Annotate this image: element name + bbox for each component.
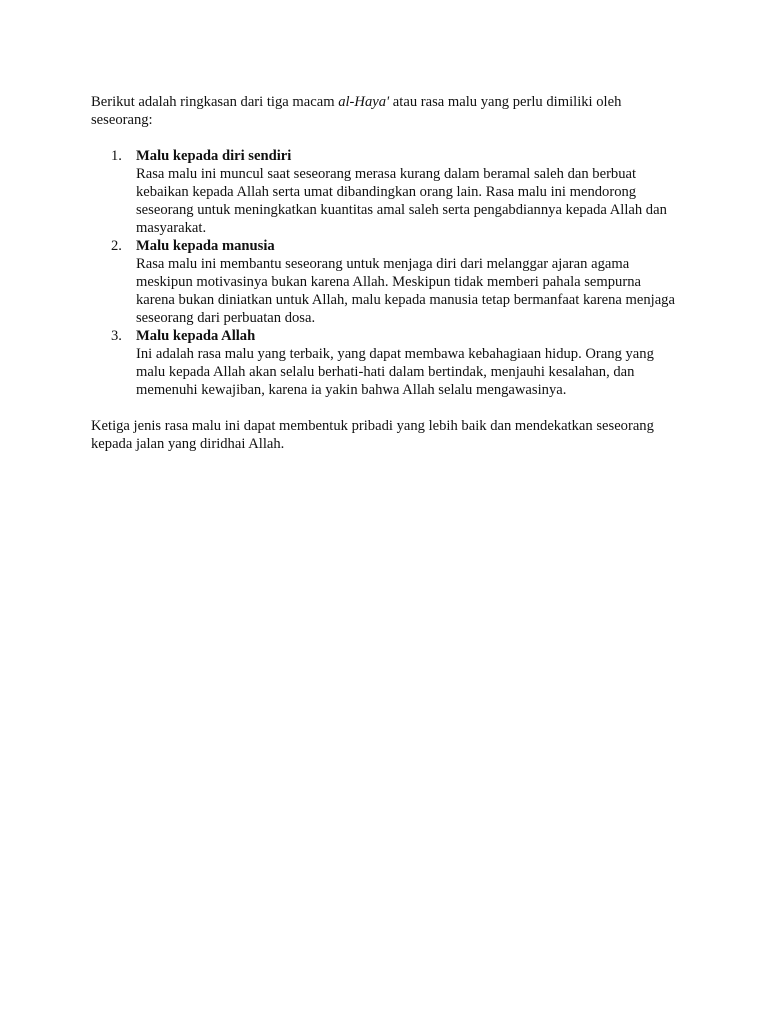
list-item-number: 1.: [111, 148, 122, 164]
intro-text-end: atau rasa malu yang perlu dimiliki oleh seseorang:: [91, 94, 622, 128]
closing-paragraph: Ketiga jenis rasa malu ini dapat membentuk pribadi yang lebih baik dan mendekatkan seseorang kepada jalan yang diridhai Allah.: [91, 418, 654, 452]
list-item-number: 3.: [111, 328, 122, 344]
list-item: [91, 327, 681, 399]
list-item-body: Rasa malu ini membantu seseorang untuk menjaga diri dari melanggar ajaran agama meskipun motivasinya bukan karena Allah. Meskipun tidak memberi pahala sempurna karena bukan diniatkan untuk Allah, malu kepada manusia tetap bermanfaat karena menjaga seseorang dari perbuatan dosa.: [136, 256, 675, 326]
numbered-list: [91, 147, 681, 399]
list-item: [91, 147, 681, 237]
list-item-number: 2.: [111, 238, 122, 254]
list-item: [91, 237, 681, 327]
intro-emphasis: al-Haya': [338, 94, 390, 110]
intro-text-start: Berikut adalah ringkasan dari tiga macam: [91, 94, 339, 110]
document-page: [91, 93, 681, 453]
intro-paragraph: [91, 93, 681, 129]
list-item-body: Ini adalah rasa malu yang terbaik, yang dapat membawa kebahagiaan hidup. Orang yang malu kepada Allah akan selalu berhati-hati dalam bertindak, menjauhi kesalahan, dan memenuhi kewajiban, karena ia yakin bahwa Allah selalu mengawasinya.: [136, 346, 654, 398]
list-item-title: Malu kepada diri sendiri: [136, 148, 292, 164]
list-item-title: Malu kepada Allah: [136, 328, 256, 344]
list-item-body: Rasa malu ini muncul saat seseorang merasa kurang dalam beramal saleh dan berbuat kebaikan kepada Allah serta umat dibandingkan orang lain. Rasa malu ini mendorong seseorang untuk meningkatkan kuantitas amal saleh serta pengabdiannya kepada Allah dan masyarakat.: [136, 166, 667, 236]
list-item-title: Malu kepada manusia: [136, 238, 275, 254]
